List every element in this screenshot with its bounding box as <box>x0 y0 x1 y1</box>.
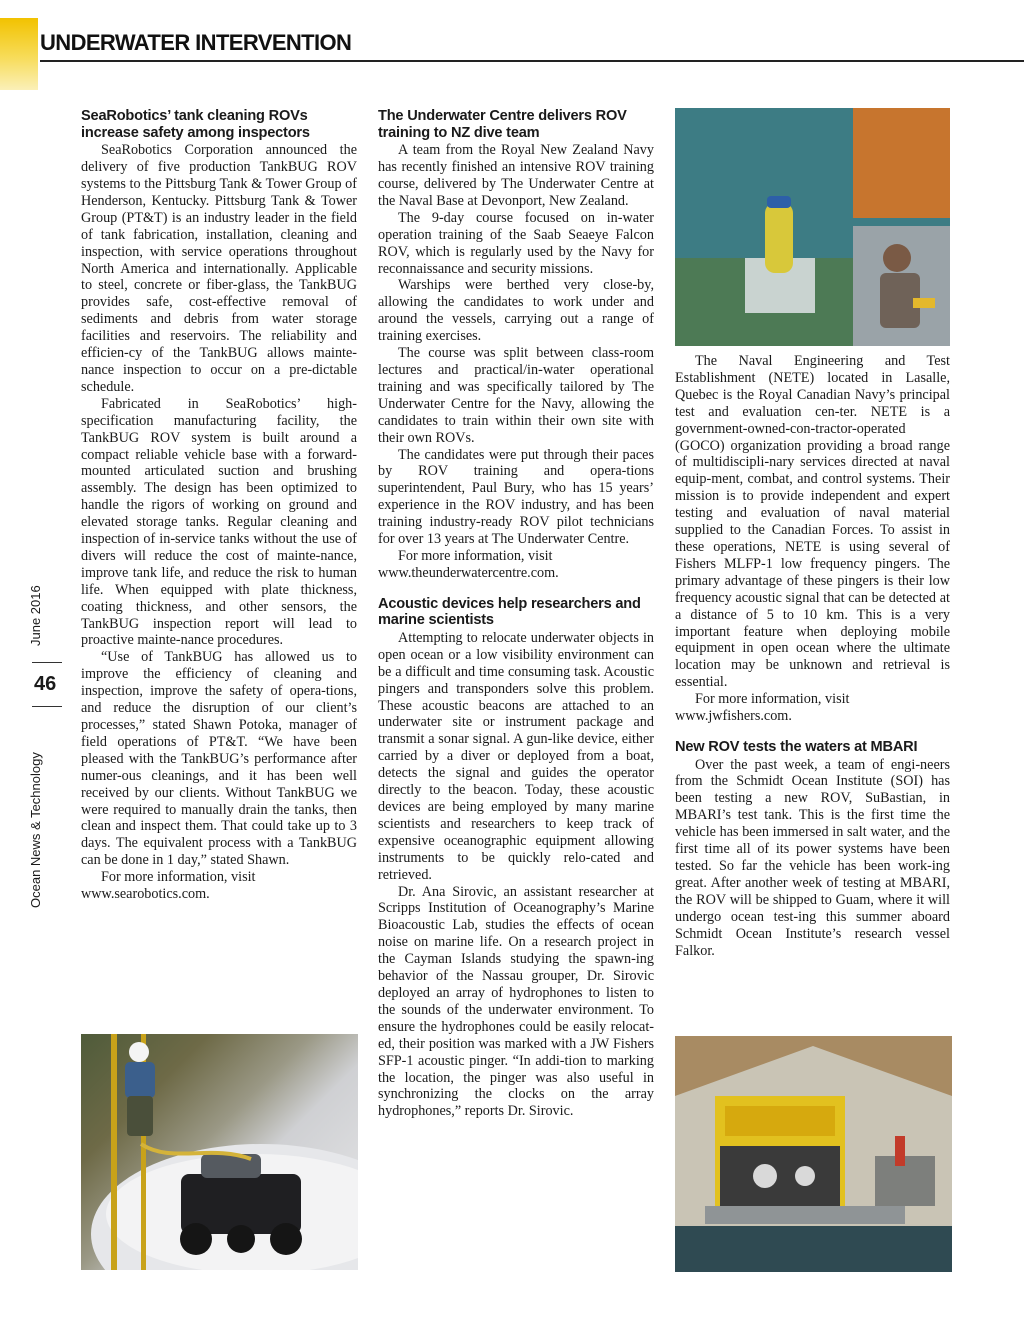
rov-illustration <box>675 1036 952 1272</box>
pinger-illustration <box>675 108 950 346</box>
column-2 <box>378 108 654 1120</box>
folio-divider <box>32 662 62 663</box>
article-link[interactable]: www.searobotics.com. <box>81 886 210 903</box>
article-paragraph: SeaRobotics Corporation announced the delivery of five production TankBUG ROV systems to the Pittsburg Tank & Tower Group of Henderson, Kentucky. Pittsburg Tank & Tower Group (PT&T) is an industry leader in the field of tank fabrication, installation, cleaning and inspection, with service operations throughout North America and internationally. Applicable to steel, concrete or fiber-glass, the TankBUG provides safe, cost-effective removal of sediments and debris from water storage facilities and reservoirs. The reliability and efficien-cy of the TankBUG allows mainte-nance inspection to occur on a pre-dictable schedule. <box>81 142 357 395</box>
column-1 <box>81 108 357 903</box>
article-paragraph: For more information, visit <box>398 547 553 564</box>
subastian-rov-photo <box>675 1036 952 1272</box>
article-link[interactable]: www.theunderwatercentre.com. <box>378 564 559 581</box>
folio-divider <box>32 706 62 707</box>
article-paragraph: “Use of TankBUG has allowed us to improve the efficiency of cleaning and inspection, improve the safety of opera-tions, and reduce the disruption of our client’s processes,” stated Shawn Potoka, manager of field operations of PT&T. “We have been pleased with the TankBUG’s performance after numer-ous cleanings, and it has been well received by our clients. Without TankBUG we were required to manually drain the tanks, then clean and inspect them. That could take up to 3 days. The equivalent process with a TankBUG can be done in 1 day,” stated Shawn. <box>81 649 357 869</box>
article-paragraph: For more information, visit <box>101 869 256 886</box>
article-paragraph: Attempting to relocate underwater objects in open ocean or a low visibility environment can be a difficult and time consuming task. Acoustic pingers and transponders solve this problem. These acoustic beacons are attached to an underwater site or instrument package and transmit a sonar signal. A gun-like device, either carried by a diver or deployed from a boat, detects the signal and guides the operator directly to the beacon. Today, these acoustic devices are being employed by many marine scientists and researchers to keep track of expensive oceanographic equipment allowing instruments to be quickly relo-cated and retrieved. <box>378 629 654 883</box>
article-headline: The Underwater Centre delivers ROV training to NZ dive team <box>378 108 627 141</box>
page-number: 46 <box>34 673 57 695</box>
article-link[interactable]: www.jwfishers.com. <box>675 708 792 725</box>
article-paragraph: Over the past week, a team of engi-neers from the Schmidt Ocean Institute (SOI) has been testing a new ROV, SuBastian, in MBARI’s test tank. This is the first time the vehicle has been immersed in salt water, and the first time all of its power systems have been tested. So far the vehicle has been work-ing great. After another week of testing at MBARI, the ROV will be shipped to Guam, where it will undergo ocean test-ing this summer aboard Schmidt Ocean Institute’s research vessel Falkor. <box>675 756 950 959</box>
article-paragraph: Warships were berthed very close-by, allowing the candidates to work under and around the vessels, carrying out a range of training exercises. <box>378 277 654 345</box>
article-headline: SeaRobotics’ tank cleaning ROVs increase safety among inspectors <box>81 108 310 141</box>
article-paragraph: Dr. Ana Sirovic, an assistant researcher at Scripps Institution of Oceanography’s Marine Bioacoustic Lab, studies the effects of ocean noise on marine life. On a research project in the Cayman Islands studying the spawn-ing behavior of the Nassau grouper, Dr. Sirovic deployed an array of hydrophones to listen to the sounds of the underwater environment. To ensure the hydrophones could be easily relocat-ed, their position was marked with a JW Fishers SFP-1 acoustic pinger. “In addi-tion to marking the location, the pinger was also useful in synchronizing the clocks on the array hydrophones,” reports Dr. Sirovic. <box>378 883 654 1120</box>
publication-name: Ocean News & Technology <box>28 752 43 908</box>
article-headline: New ROV tests the waters at MBARI <box>675 738 918 755</box>
acoustic-pinger-photo <box>675 108 950 346</box>
article-paragraph: For more information, visit <box>695 691 850 708</box>
article-paragraph: The candidates were put through their paces by ROV training and opera-tions superintendent, Paul Bury, who has 15 years’ experience in the ROV industry, and has been training industry-ready ROV pilot technicians for over 13 years at The Underwater Centre. <box>378 446 654 548</box>
article-paragraph: The 9-day course focused on in-water operation training of the Saab Seaeye Falcon ROV, which is regularly used by the Navy for reconnaissance and security missions. <box>378 209 654 277</box>
header-accent-band <box>0 18 38 90</box>
article-paragraph: A team from the Royal New Zealand Navy has recently finished an intensive ROV training course, delivered by The Underwater Centre at the Naval Base at Devonport, New Zealand. <box>378 142 654 209</box>
column-3 <box>675 353 950 959</box>
article-paragraph: The course was split between class-room lectures and practical/in-water operational training and was specifically tailored by The Underwater Centre for the Navy, allowing the candidates to train within their own site with their own ROVs. <box>378 345 654 446</box>
tankbug-photo <box>81 1034 358 1270</box>
article-paragraph: The Naval Engineering and Test Establishment (NETE) located in Lasalle, Quebec is the Royal Canadian Navy’s principal test and evaluation cen-ter. NETE is a government-owned-con-tractor-operated (GOCO) organization providing a broad range of multidiscipli-nary services directed at naval equip-ment, combat, and control systems. Their mission is to provide independent and expert testing and evaluation of naval material supplied to the Canadian Forces. To assist in these operations, NETE is using several of Fishers MLFP-1 low frequency pingers. The primary advantage of these pingers is their low frequency acoustic signal that can be detected at a distance of 5 to 10 km. This is a very important feature when deploying mobile equipment in open ocean where the ultimate location may be unknown and retrieval is essential. <box>675 353 950 691</box>
tankbug-illustration <box>81 1034 358 1270</box>
article-headline: Acoustic devices help researchers and marine scientists <box>378 595 641 629</box>
issue-date: June 2016 <box>28 585 43 646</box>
header-rule <box>40 60 1024 62</box>
article-paragraph: Fabricated in SeaRobotics’ high-specification manufacturing facility, the TankBUG ROV system is built around a compact reliable vehicle base with a forward-mounted articulated suction and brushing assembly. The design has been optimized to handle the rigors of working on ground and elevated storage tanks. Regular cleaning and inspection of in-service tanks without the use of divers will reduce the cost of mainte-nance, improve tank life, and reduce the risk to human life. When equipped with plate thickness, coating thickness, and other sensors, the TankBUG inspection report will lead to proactive mainte-nance procedures. <box>81 395 357 649</box>
section-title: UNDERWATER INTERVENTION <box>40 30 352 55</box>
